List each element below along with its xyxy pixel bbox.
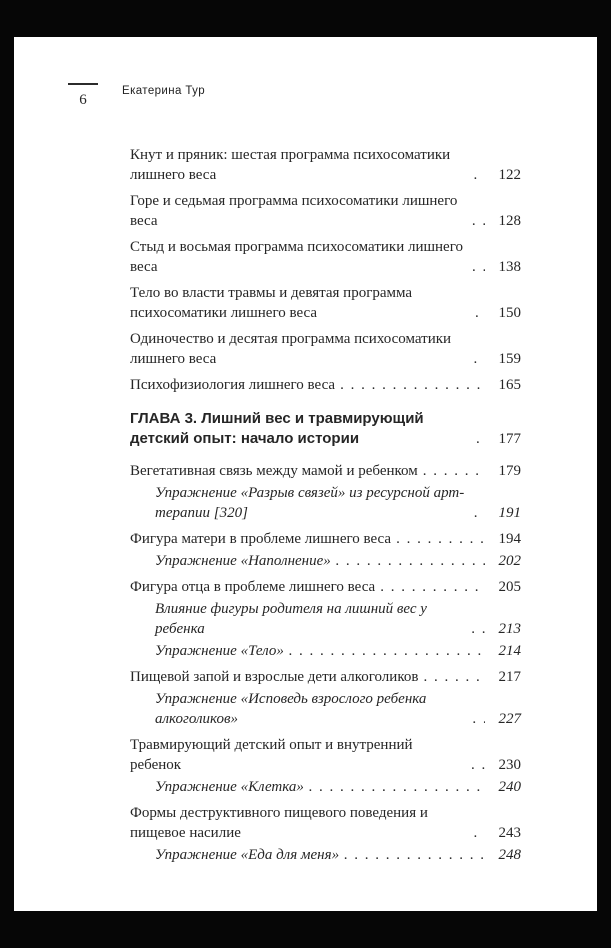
toc-entry-title: Упражнение «Разрыв связей» из ресурсной арт-терапии [320] — [155, 485, 465, 521]
toc-dot-leader — [472, 619, 485, 639]
toc-entry-page-number: 230 — [498, 757, 521, 773]
toc-dot-leader — [423, 461, 485, 481]
toc-entry — [130, 577, 521, 597]
toc-entry-title: Упражнение «Еда для меня» — [155, 847, 340, 863]
toc-dot-leader — [340, 375, 485, 395]
toc-dot-leader — [473, 165, 485, 185]
toc-entry-page-number: 213 — [498, 621, 521, 637]
toc-entry-page-number: 202 — [498, 553, 521, 569]
toc-entry-title: Упражнение «Клетка» — [155, 779, 304, 795]
toc-dot-leader — [423, 667, 485, 687]
toc-entry-title: Формы деструктивного пищевого поведения и пищевое насилие — [130, 805, 428, 841]
toc-entry-page-number: 217 — [498, 669, 521, 685]
toc-entry-page-number: 179 — [498, 463, 521, 479]
toc-entry-page-number: 205 — [498, 579, 521, 595]
toc-dot-leader — [473, 709, 485, 729]
toc-entry-page-number: 243 — [498, 825, 521, 841]
toc-entry-page-number: 165 — [498, 377, 521, 393]
folio-block — [66, 83, 100, 109]
toc-entry-title: Упражнение «Наполнение» — [155, 553, 331, 569]
toc-entry — [130, 329, 521, 369]
toc-entry-title: Кнут и пряник: шестая программа психосоматики лишнего веса — [130, 147, 451, 183]
toc-dot-leader — [380, 577, 485, 597]
toc-entry — [130, 777, 521, 797]
toc-entry — [130, 145, 521, 185]
page-header — [66, 83, 521, 109]
running-header-author: Екатерина Тур — [122, 85, 205, 97]
toc-entry-title: Упражнение «Тело» — [155, 643, 284, 659]
toc-entry-title: Фигура отца в проблеме лишнего веса — [130, 579, 376, 595]
toc-entry — [130, 689, 521, 729]
toc-entry — [130, 191, 521, 231]
toc-dot-leader — [472, 211, 485, 231]
toc-dot-leader — [473, 349, 485, 369]
toc-entry-page-number: 159 — [498, 351, 521, 367]
toc-entry-page-number: 214 — [498, 643, 521, 659]
toc-entry — [130, 845, 521, 865]
toc-dot-leader — [344, 845, 485, 865]
folio-rule — [68, 83, 98, 85]
toc-entry — [130, 483, 521, 523]
toc-entry — [130, 803, 521, 843]
toc-entry — [130, 529, 521, 549]
toc-entry — [130, 409, 521, 449]
toc-entry-page-number: 248 — [498, 847, 521, 863]
toc-dot-leader — [476, 429, 485, 449]
toc-dot-leader — [336, 551, 485, 571]
toc-entry-title: Тело во власти травмы и девятая программа психосоматики лишнего веса — [130, 285, 413, 321]
toc-entry-page-number: 150 — [498, 305, 521, 321]
toc-dot-leader — [309, 777, 485, 797]
toc-dot-leader — [289, 641, 485, 661]
toc-entry-title: Психофизиология лишнего веса — [130, 377, 336, 393]
toc-entry-page-number: 227 — [498, 711, 521, 727]
page-number: 6 — [79, 92, 87, 108]
toc-entry-title: Горе и седьмая программа психосоматики лишнего веса — [130, 193, 458, 229]
toc-dot-leader — [472, 257, 485, 277]
toc-dot-leader — [474, 503, 485, 523]
toc-entry — [130, 599, 521, 639]
toc-entry-title: Стыд и восьмая программа психосоматики лишнего веса — [130, 239, 463, 275]
table-of-contents — [130, 145, 521, 865]
toc-dot-leader — [471, 755, 485, 775]
toc-entry-title: Упражнение «Исповедь взрослого ребенка алкоголиков» — [155, 691, 427, 727]
toc-entry-page-number: 177 — [498, 431, 521, 447]
toc-entry-title: Одиночество и десятая программа психосоматики лишнего веса — [130, 331, 452, 367]
toc-entry — [130, 237, 521, 277]
toc-entry-title: Пищевой запой и взрослые дети алкоголиков — [130, 669, 419, 685]
toc-entry-page-number: 194 — [498, 531, 521, 547]
toc-entry-title: Травмирующий детский опыт и внутренний ребенок — [130, 737, 413, 773]
toc-entry — [130, 735, 521, 775]
toc-dot-leader — [396, 529, 485, 549]
toc-entry — [130, 283, 521, 323]
toc-entry-page-number: 138 — [498, 259, 521, 275]
toc-dot-leader — [474, 823, 485, 843]
toc-entry-title: Влияние фигуры родителя на лишний вес у ребенка — [155, 601, 427, 637]
toc-entry-title: Вегетативная связь между мамой и ребенком — [130, 463, 418, 479]
toc-entry-title: ГЛАВА 3. Лишний вес и травмирующий детский опыт: начало истории — [130, 410, 424, 447]
toc-entry — [130, 641, 521, 661]
toc-entry-page-number: 128 — [498, 213, 521, 229]
toc-entry-page-number: 240 — [498, 779, 521, 795]
toc-entry-page-number: 191 — [498, 505, 521, 521]
toc-entry-page-number: 122 — [498, 167, 521, 183]
toc-entry — [130, 551, 521, 571]
toc-dot-leader — [475, 303, 485, 323]
book-page — [14, 37, 597, 911]
toc-entry — [130, 375, 521, 395]
toc-entry — [130, 461, 521, 481]
toc-entry — [130, 667, 521, 687]
toc-entry-title: Фигура матери в проблеме лишнего веса — [130, 531, 392, 547]
